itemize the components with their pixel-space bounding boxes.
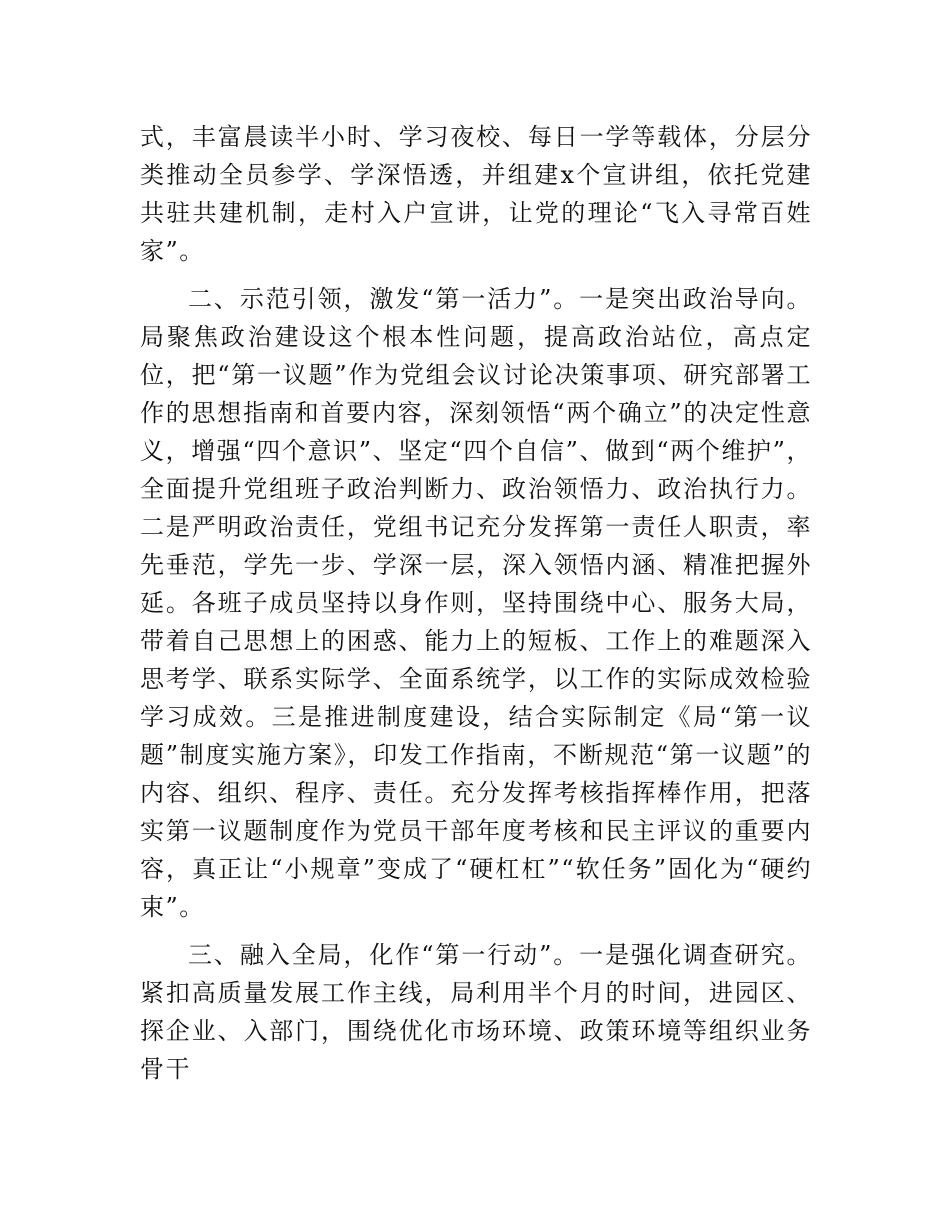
paragraph-section-two: 二、示范引领，激发“第一活力”。一是突出政治导向。局聚焦政治建设这个根本性问题，提高政治站位，高点定位，把“第一议题”作为党组会议讨论决策事项、研究部署工作的思想指南和首要内容，深刻领悟“两个确立”的决定性意义，增强“四个意识”、坚定“四个自信”、做到“两个维护”，全面提升党组班子政治判断力、政治领悟力、政治执行力。二是严明政治责任，党组书记充分发挥第一责任人职责，率先垂范，学先一步、学深一层，深入领悟内涵、精准把握外延。各班子成员坚持以身作则，坚持围绕中心、服务大局，带着自己思想上的困惑、能力上的短板、工作上的难题深入思考学、联系实际学、全面系统学，以工作的实际成效检验学习成效。三是推进制度建设，结合实际制定《局“第一议题”制度实施方案》，印发工作指南，不断规范“第一议题”的内容、组织、程序、责任。充分发挥考核指挥棒作用，把落实第一议题制度作为党员干部年度考核和民主评议的重要内容，真正让“小规章”变成了“硬杠杠”“软任务”固化为“硬约束”。 [140, 285, 812, 921]
document-body [140, 118, 812, 1098]
paragraph-continued: 式，丰富晨读半小时、学习夜校、每日一学等载体，分层分类推动全员参学、学深悟透，并组建x个宣讲组，依托党建共驻共建机制，走村入户宣讲，让党的理论“飞入寻常百姓家”。 [140, 123, 812, 265]
paragraph-section-three: 三、融入全局，化作“第一行动”。一是强化调查研究。紧扣高质量发展工作主线，局利用半个月的时间，进园区、探企业、入部门，围绕优化市场环境、政策环境等组织业务骨干 [140, 941, 812, 1083]
